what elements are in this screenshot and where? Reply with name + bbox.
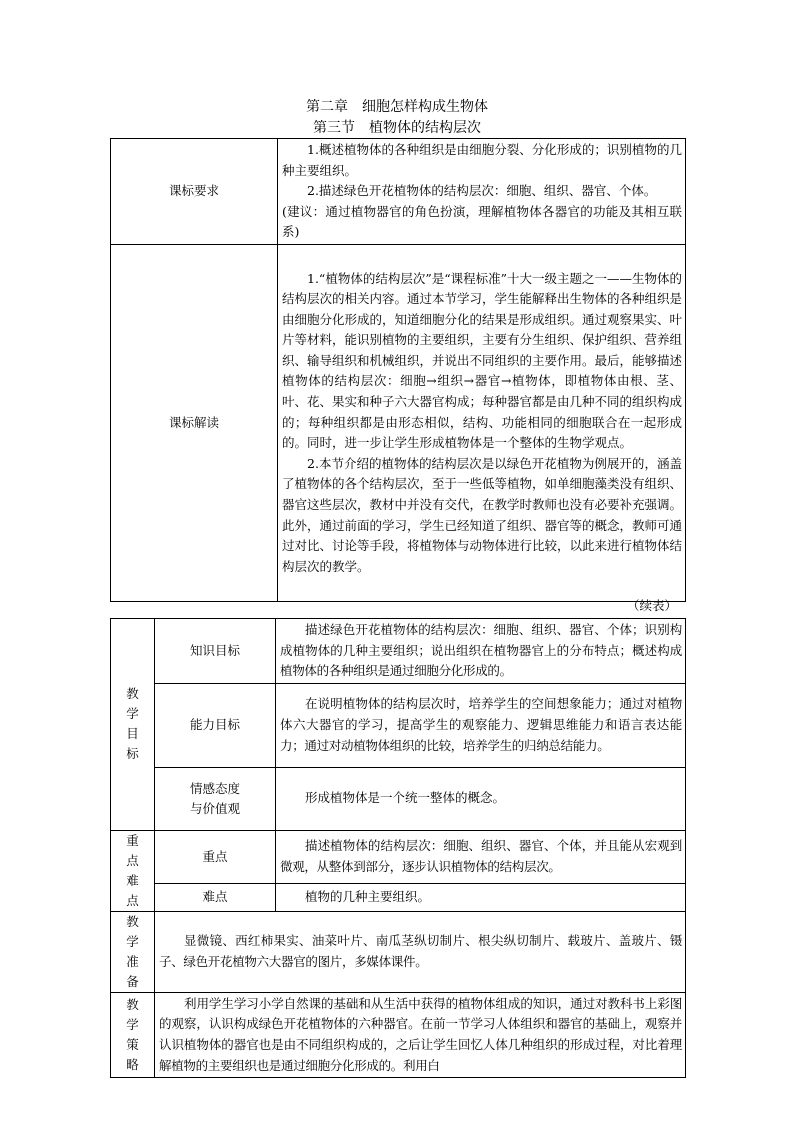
row-content — [278, 244, 686, 601]
paragraph: 形成植物体是一个统一整体的概念。 — [305, 790, 506, 806]
row-content — [278, 139, 686, 245]
key-point-text — [276, 830, 686, 883]
table-row — [111, 244, 686, 601]
table-row — [111, 683, 686, 767]
continued-label: （续表） — [627, 598, 678, 613]
emotion-label-line-1: 情感态度 — [189, 780, 240, 796]
emotion-goal-text — [276, 767, 686, 830]
table-row — [111, 992, 686, 1077]
chapter-title: 第二章 细胞怎样构成生物体 — [306, 99, 488, 115]
difficulty-label: 难点 — [155, 883, 276, 911]
prep-label: 教学准备 — [111, 911, 155, 992]
teaching-goals-table — [110, 618, 686, 1078]
paragraph: 2.描述绿色开花植物体的结构层次：细胞、组织、器官、个体。 — [307, 183, 657, 199]
table-row — [111, 830, 686, 883]
paragraph: 描述绿色开花植物体的结构层次：细胞、组织、器官、个体；识别构成植物体的几种主要组织；说出组织在植物器官上的分布特点；概述构成植物体的各种组织是通过细胞分化形成的。 — [280, 622, 682, 679]
paragraph: (建议：通过植物器官的角色扮演，理解植物体各器官的功能及其相互联系) — [282, 203, 682, 240]
row-label: 课标解读 — [111, 244, 278, 601]
paragraph: 2.本节介绍的植物体的结构层次是以绿色开花植物为例展开的，涵盖了植物体的各个结构层次，至于一些低等植物，如单细胞藻类没有组织、器官这些层次，教材中并没有交代，在教学时教师也没有必要补充强调。此外，通过前面的学习，学生已经知道了组织、器官等的概念，教师可通过对比、讨论等手段，将植物体与动物体进行比较，以此来进行植物体结构层次的教学。 — [282, 455, 683, 574]
paragraph: 植物的几种主要组织。 — [305, 888, 431, 904]
key-point-label: 重点 — [155, 830, 276, 883]
paragraph: 显微镜、西红柿果实、油菜叶片、南瓜茎纵切制片、根尖纵切制片、载玻片、盖玻片、镊子、绿色开花植物六大器官的图片，多媒体课件。 — [159, 933, 682, 969]
paragraph: 描述植物体的结构层次：细胞、组织、器官、个体，并且能从宏观到微观，从整体到部分，逐步认识植物体的结构层次。 — [280, 838, 682, 874]
row-label: 课标要求 — [111, 139, 278, 245]
table-row — [111, 767, 686, 830]
paragraph: 1.“植物体的结构层次”是“课程标准”十大一级主题之一——生物体的结构层次的相关内容。通过本节学习，学生能解释出生物体的各种组织是由细胞分化形成的，知道细胞分化的结果是形成组织。通过观察果实、叶片等材料，能识别植物的主要组织，主要有分生组织、保护组织、营养组织、输导组织和机械组织，并说出不同组织的主要作用。最后，能够描述植物体的结构层次：细胞→组织→器官→植物体，即植物体由根、茎、叶、花、果实和种子六大器官构成；每种器官都是由几种不同的组织构成的；每种组织都是由形态相似，结构、功能相同的细胞联合在一起形成的。同时，进一步让学生形成植物体是一个整体的生物学观点。 — [282, 270, 683, 451]
paragraph: 在说明植物体的结构层次时，培养学生的空间想象能力；通过对植物体六大器官的学习，提高学生的观察能力、逻辑思维能力和语言表达能力；通过对动植物体组织的比较，培养学生的归纳总结能力。 — [280, 696, 682, 753]
table-row — [111, 911, 686, 992]
curriculum-table — [110, 138, 686, 602]
paragraph: 1.概述植物体的各种组织是由细胞分裂、分化形成的；识别植物的几种主要组织。 — [282, 142, 682, 178]
table-row — [111, 619, 686, 684]
ability-goal-text — [276, 683, 686, 767]
difficulty-text — [276, 883, 686, 911]
ability-goal-label: 能力目标 — [155, 683, 276, 767]
table-row — [111, 883, 686, 911]
emotion-label-line-2: 与价值观 — [189, 800, 240, 816]
goals-label: 教学目标 — [111, 619, 155, 831]
strategy-text — [155, 992, 686, 1077]
paragraph: 利用学生学习小学自然课的基础和从生活中获得的植物体组成的知识，通过对教科书上彩图的观察，认识构成绿色开花植物体的六种器官。在前一节学习人体组织和器官的基础上，观察并认识植物体的器官也是由不同组织构成的，之后让学生回忆人体几种组织的形成过程，对比着理解植物的主要组织也是通过细胞分化形成的。利用白 — [159, 995, 682, 1073]
knowledge-goal-label: 知识目标 — [155, 619, 276, 684]
keys-label: 重点难点 — [111, 830, 155, 911]
emotion-goal-label — [155, 767, 276, 830]
table-row — [111, 139, 686, 245]
knowledge-goal-text — [276, 619, 686, 684]
strategy-label: 教学策略 — [111, 992, 155, 1077]
section-title: 第三节 植物体的结构层次 — [313, 120, 481, 136]
prep-text — [155, 911, 686, 992]
